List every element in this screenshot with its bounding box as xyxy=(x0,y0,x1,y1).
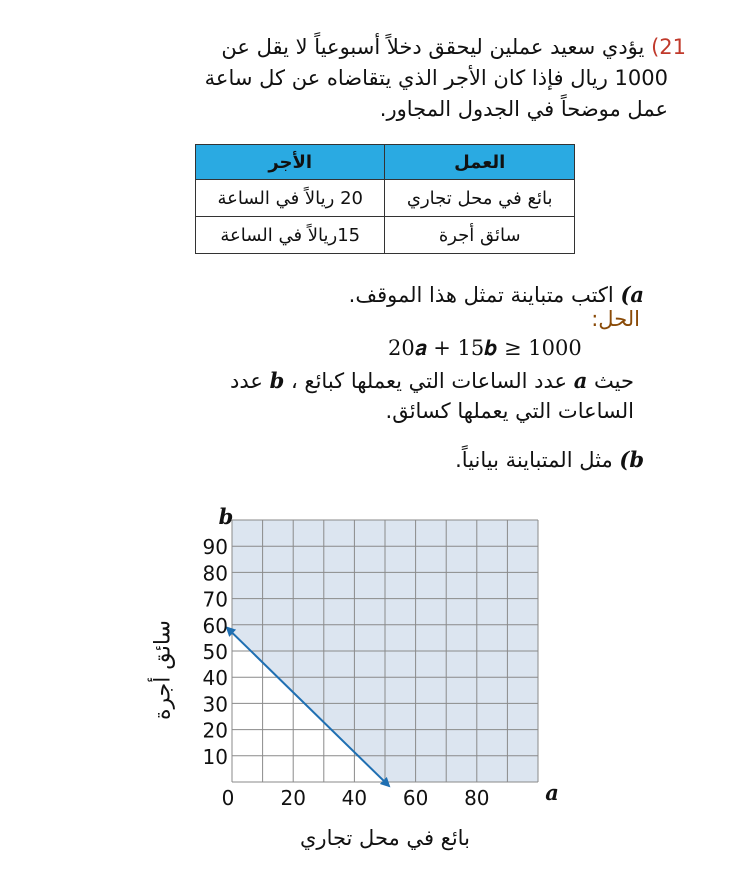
y-axis-variable: b xyxy=(218,504,234,529)
y-tick-label: 30 xyxy=(202,692,228,717)
y-tick-label: 90 xyxy=(202,535,228,560)
explanation-a-meaning: عدد الساعات التي يعملها كبائع ، xyxy=(290,369,568,393)
question-line-1-text: يؤدي سعيد عملين ليحقق دخلاً أسبوعياً لا يقل عن xyxy=(221,35,645,59)
question-line-2: 1000 ريال فإذا كان الأجر الذي يتقاضاه عن كل ساعة xyxy=(204,66,668,90)
x-axis-label: بائع في محل تجاري xyxy=(300,826,470,850)
x-tick-label: 40 xyxy=(341,786,368,810)
table-cell: 20 ريالاً في الساعة xyxy=(196,180,385,217)
part-a-text: اكتب متباينة تمثل هذا الموقف. xyxy=(348,283,614,307)
variable-a: a xyxy=(573,368,588,393)
part-a-letter: a) xyxy=(620,282,644,307)
y-tick-label: 50 xyxy=(202,640,228,664)
y-tick-label: 10 xyxy=(202,744,228,769)
question-number: 21) xyxy=(651,35,686,59)
inequality: 20𝒂 + 15𝒃 ≥ 1000 xyxy=(388,336,582,360)
part-b-text: مثل المتباينة بيانياً. xyxy=(455,448,613,472)
question-line-3: عمل موضحاً في الجدول المجاور. xyxy=(379,97,668,121)
y-axis-label: سائق أجرة xyxy=(150,620,176,720)
y-tick-label: 60 xyxy=(202,613,228,638)
x-tick-label: 0 xyxy=(221,786,235,810)
x-tick-label: 20 xyxy=(280,786,306,810)
y-tick-label: 40 xyxy=(202,666,228,691)
explanation-word-where: حيث xyxy=(594,369,634,393)
x-axis-variable: a xyxy=(545,780,559,805)
variable-b: b xyxy=(269,368,285,393)
table-header-job: العمل xyxy=(385,145,575,180)
y-tick-label: 80 xyxy=(202,561,228,586)
y-tick-label: 20 xyxy=(202,718,228,743)
part-b-letter: b) xyxy=(619,447,644,472)
table-cell: بائع في محل تجاري xyxy=(385,180,575,217)
x-tick-label: 60 xyxy=(402,786,429,810)
solution-label: الحل: xyxy=(591,307,640,331)
explanation-word-count: عدد xyxy=(229,369,263,393)
table-cell: سائق أجرة xyxy=(385,217,575,254)
y-tick-label: 70 xyxy=(202,587,228,612)
table-header-wage: الأجر xyxy=(196,145,385,180)
table-cell: 15ريالاً في الساعة xyxy=(196,217,385,254)
x-tick-label: 80 xyxy=(464,786,490,810)
explanation-line-2: الساعات التي يعملها كسائق. xyxy=(385,399,634,423)
